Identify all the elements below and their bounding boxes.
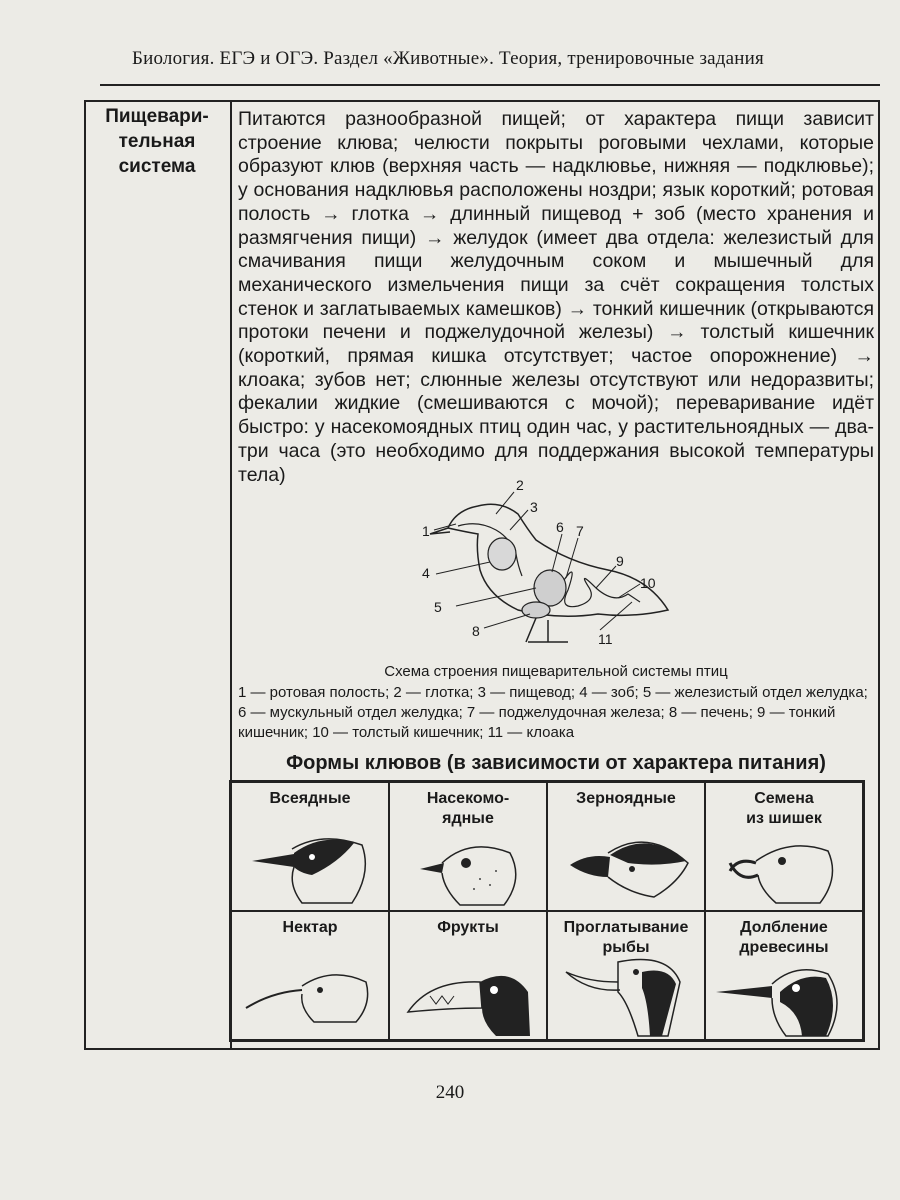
running-header: Биология. ЕГЭ и ОГЭ. Раздел «Животные». Теория, тренировочные задания [132, 48, 764, 69]
header-rule [100, 84, 880, 86]
diagram-number: 4 [422, 565, 430, 581]
beak-cell [547, 782, 705, 911]
beak-cell [547, 911, 705, 1040]
beak-cell [705, 782, 863, 911]
diagram-number: 1 [422, 523, 430, 539]
diagram-number: 10 [640, 575, 656, 591]
diagram-number: 2 [516, 477, 524, 493]
beak-label: Зерноядные [576, 790, 676, 807]
section-label-line: тельная [118, 131, 196, 152]
beak-label: Долбление древесины [739, 919, 829, 956]
diagram-number: 9 [616, 553, 624, 569]
beak-label: Всеядные [269, 790, 351, 807]
diagram-legend: 1 — ротовая полость; 2 — глотка; 3 — пищевод; 4 — зоб; 5 — железистый отдел желудка; 6 — мускульный отдел желудка; 7 — поджелудочная железа; 8 — печень; 9 — тонкий кишечник; 10 — толстый кишечник; 11 — клоака [238, 684, 868, 741]
page-number: 240 [435, 1082, 465, 1103]
beak-forms-grid [229, 780, 865, 1042]
section-label-line: Пищевари- [105, 106, 209, 127]
diagram-number: 3 [530, 499, 538, 515]
beak-label: Нектар [282, 919, 338, 936]
toucan-beak-icon [400, 952, 540, 1037]
granivore-beak-icon [558, 823, 698, 908]
section-label [92, 104, 222, 179]
diagram-number: 7 [576, 523, 584, 539]
diagram-number: 8 [472, 623, 480, 639]
beak-label: Семена из шишек [746, 790, 822, 827]
insectivore-beak-icon [400, 823, 540, 908]
omnivore-beak-icon [242, 823, 382, 908]
bird-digestive-diagram [418, 470, 718, 650]
pelican-beak-icon [558, 952, 698, 1037]
nectar-beak-icon [242, 952, 382, 1037]
diagram-number: 6 [556, 519, 564, 535]
beak-forms-title: Формы клювов (в зависимости от характера питания) [286, 752, 826, 774]
beak-label: Насекомо- ядные [426, 790, 510, 827]
diagram-number: 5 [434, 599, 442, 615]
woodpecker-beak-icon [716, 952, 856, 1037]
beak-cell [705, 911, 863, 1040]
beak-cell [231, 782, 389, 911]
beak-cell [231, 911, 389, 1040]
crossbill-beak-icon [716, 823, 856, 908]
section-label-line: система [118, 156, 196, 177]
beak-cell [389, 911, 547, 1040]
beak-label: Проглатывание рыбы [563, 919, 689, 956]
beak-label: Фрукты [437, 919, 499, 936]
beak-cell [389, 782, 547, 911]
section-text: Питаются разнообразной пищей; от характера пищи зависит строение клюва; челюсти покрыты роговыми чехлами, которые образуют клюв (верхняя часть — надклювье, нижняя — подклювье); у основания надклювья расположены ноздри; язык короткий; ротовая полость → глотка → длинный пищевод + зоб (место хранения и размягчения пищи) → желудок (имеет два отдела: железистый для смачивания пищи желудочным соком и мышечный для механического измельчения пищи за счёт сокращения толстых стенок и заглатываемых камешков) → тонкий кишечник (открываются протоки печени и поджелудочной железы) → толстый кишечник (короткий, прямая кишка отсутствует; частое опорожнение) → клоака; зубов нет; слюнные железы отсутствуют или недоразвиты; фекалии жидкие (смешиваются с мочой); переваривание идёт быстро: у насекомоядных птиц один час, у растительноядных — два-три часа (это необходимо для поддержания высокой температуры тела) [238, 108, 874, 486]
diagram-number: 11 [598, 631, 613, 647]
diagram-caption: Схема строения пищеварительной системы птиц [384, 663, 728, 680]
